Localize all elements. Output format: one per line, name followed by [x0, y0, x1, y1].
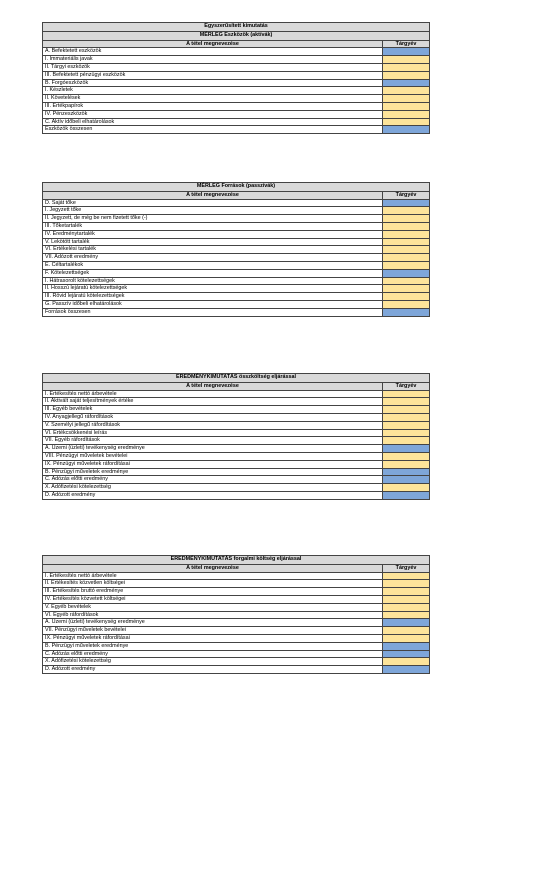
year-value-cell[interactable]: [382, 126, 430, 134]
year-value-cell[interactable]: [382, 635, 430, 643]
year-value-cell[interactable]: [382, 309, 430, 317]
table-row: [42, 627, 430, 635]
row-label: E. Céltartalékok: [42, 262, 382, 270]
column-header-year: Tárgyév: [382, 41, 430, 49]
row-label: I. Jegyzett tőke: [42, 207, 382, 215]
row-label: D. Adózott eredmény: [42, 666, 382, 674]
row-label: IV. Értékesítés közvetett költségei: [42, 596, 382, 604]
table-row: [42, 72, 430, 80]
row-label: III. Értékesítés bruttó eredménye: [42, 588, 382, 596]
table-row: [42, 95, 430, 103]
table-row: [42, 580, 430, 588]
column-header-name: A tétel megnevezése: [42, 383, 382, 391]
table-row: [42, 596, 430, 604]
row-label: D. Saját tőke: [42, 200, 382, 208]
year-value-cell[interactable]: [382, 414, 430, 422]
row-label: X. Adófizetési kötelezettség: [42, 658, 382, 666]
year-value-cell[interactable]: [382, 111, 430, 119]
year-value-cell[interactable]: [382, 406, 430, 414]
row-label: VI. Egyéb ráfordítások: [42, 612, 382, 620]
year-value-cell[interactable]: [382, 200, 430, 208]
table-row: [42, 200, 430, 208]
column-header-year: Tárgyév: [382, 565, 430, 573]
income-total-cost-table: [42, 373, 430, 500]
table-row: [42, 278, 430, 286]
row-label: VII. Pénzügyi műveletek bevételei: [42, 627, 382, 635]
row-label: A. Üzemi (üzleti) tevékenység eredménye: [42, 619, 382, 627]
table-row: [42, 231, 430, 239]
table-row: [42, 215, 430, 223]
row-label: V. Egyéb bevételek: [42, 604, 382, 612]
table-row: [42, 619, 430, 627]
year-value-cell[interactable]: [382, 484, 430, 492]
year-value-cell[interactable]: [382, 56, 430, 64]
table-row: [42, 270, 430, 278]
table-row: [42, 87, 430, 95]
year-value-cell[interactable]: [382, 492, 430, 500]
row-label: X. Adófizetési kötelezettség: [42, 484, 382, 492]
table-row: [42, 223, 430, 231]
column-header-name: A tétel megnevezése: [42, 192, 382, 200]
year-value-cell[interactable]: [382, 301, 430, 309]
table-row: [42, 437, 430, 445]
row-label: V. Személyi jellegű ráfordítások: [42, 422, 382, 430]
year-value-cell[interactable]: [382, 588, 430, 596]
table-row: [42, 445, 430, 453]
row-label: IV. Pénzeszközök: [42, 111, 382, 119]
year-value-cell[interactable]: [382, 103, 430, 111]
table-row: [42, 414, 430, 422]
row-label: VII. Egyéb ráfordítások: [42, 437, 382, 445]
column-header-name: A tétel megnevezése: [42, 565, 382, 573]
column-header-row: [42, 41, 430, 49]
year-value-cell[interactable]: [382, 430, 430, 438]
year-value-cell[interactable]: [382, 580, 430, 588]
row-label: Források összesen: [42, 309, 382, 317]
row-label: C. Adózás előtti eredmény: [42, 651, 382, 659]
row-label: A. Befektetett eszközök: [42, 48, 382, 56]
table-row: [42, 309, 430, 317]
year-value-cell[interactable]: [382, 612, 430, 620]
table-row: [42, 391, 430, 399]
column-header-row: [42, 383, 430, 391]
year-value-cell[interactable]: [382, 72, 430, 80]
row-label: C. Aktív időbeli elhatárolások: [42, 119, 382, 127]
table-row: [42, 666, 430, 674]
row-label: G. Passzív időbeli elhatárolások: [42, 301, 382, 309]
table-row: [42, 254, 430, 262]
table-row: [42, 119, 430, 127]
table-title: MÉRLEG Eszközök (aktívák): [42, 32, 430, 41]
row-label: IX. Pénzügyi műveletek ráfordításai: [42, 461, 382, 469]
row-label: VI. Értékcsökkenési leírás: [42, 430, 382, 438]
row-label: VII. Adózott eredmény: [42, 254, 382, 262]
year-value-cell[interactable]: [382, 215, 430, 223]
row-label: VI. Értékelési tartalék: [42, 246, 382, 254]
year-value-cell[interactable]: [382, 476, 430, 484]
row-label: V. Lekötött tartalék: [42, 239, 382, 247]
table-row: [42, 643, 430, 651]
table-row: [42, 239, 430, 247]
year-value-cell[interactable]: [382, 643, 430, 651]
row-label: III. Rövid lejáratú kötelezettségek: [42, 293, 382, 301]
row-label: I. Értékesítés nettó árbevétele: [42, 391, 382, 399]
assets-table: [42, 22, 430, 134]
liabilities-table: [42, 182, 430, 317]
year-value-cell[interactable]: [382, 469, 430, 477]
row-label: I. Immateriális javak: [42, 56, 382, 64]
row-label: II. Aktivált saját teljesítmények értéke: [42, 398, 382, 406]
row-label: II. Értékesítés közvetlen költségei: [42, 580, 382, 588]
year-value-cell[interactable]: [382, 573, 430, 581]
row-label: I. Értékesítés nettó árbevétele: [42, 573, 382, 581]
year-value-cell[interactable]: [382, 461, 430, 469]
row-label: IV. Eredménytartalék: [42, 231, 382, 239]
row-label: B. Pénzügyi műveletek eredménye: [42, 643, 382, 651]
column-header-row: [42, 192, 430, 200]
row-label: Eszközök összesen: [42, 126, 382, 134]
year-value-cell[interactable]: [382, 95, 430, 103]
table-row: [42, 430, 430, 438]
year-value-cell[interactable]: [382, 254, 430, 262]
table-row: [42, 262, 430, 270]
table-title: MÉRLEG Források (passzívák): [42, 182, 430, 192]
table-row: [42, 635, 430, 643]
table-row: [42, 453, 430, 461]
year-value-cell[interactable]: [382, 445, 430, 453]
row-label: IV. Anyagjellegű ráfordítások: [42, 414, 382, 422]
year-value-cell[interactable]: [382, 119, 430, 127]
year-value-cell[interactable]: [382, 398, 430, 406]
year-value-cell[interactable]: [382, 658, 430, 666]
table-row: [42, 398, 430, 406]
table-row: [42, 461, 430, 469]
column-header-year: Tárgyév: [382, 383, 430, 391]
row-label: B. Forgóeszközök: [42, 80, 382, 88]
row-label: III. Tőketartalék: [42, 223, 382, 231]
row-label: IX. Pénzügyi műveletek ráfordításai: [42, 635, 382, 643]
year-value-cell[interactable]: [382, 651, 430, 659]
table-row: [42, 492, 430, 500]
table-row: [42, 406, 430, 414]
year-value-cell[interactable]: [382, 666, 430, 674]
year-value-cell[interactable]: [382, 80, 430, 88]
table-row: [42, 484, 430, 492]
table-row: [42, 588, 430, 596]
table-row: [42, 207, 430, 215]
table-row: [42, 658, 430, 666]
row-label: III. Értékpapírok: [42, 103, 382, 111]
row-label: I. Készletek: [42, 87, 382, 95]
table-row: [42, 246, 430, 254]
table-row: [42, 285, 430, 293]
income-turnover-cost-table: [42, 555, 430, 674]
row-label: III. Egyéb bevételek: [42, 406, 382, 414]
year-value-cell[interactable]: [382, 87, 430, 95]
table-row: [42, 476, 430, 484]
table-row: [42, 64, 430, 72]
year-value-cell[interactable]: [382, 619, 430, 627]
year-value-cell[interactable]: [382, 278, 430, 286]
row-label: A. Üzemi (üzleti) tevékenység eredménye: [42, 445, 382, 453]
table-title: EREDMÉNYKIMUTATÁS összköltség eljárással: [42, 373, 430, 383]
year-value-cell[interactable]: [382, 207, 430, 215]
year-value-cell[interactable]: [382, 64, 430, 72]
year-value-cell[interactable]: [382, 391, 430, 399]
year-value-cell[interactable]: [382, 262, 430, 270]
year-value-cell[interactable]: [382, 223, 430, 231]
year-value-cell[interactable]: [382, 293, 430, 301]
year-value-cell[interactable]: [382, 285, 430, 293]
table-row: [42, 111, 430, 119]
row-label: F. Kötelezettségek: [42, 270, 382, 278]
year-value-cell[interactable]: [382, 246, 430, 254]
row-label: I. Hátrasorolt kötelezettségek: [42, 278, 382, 286]
year-value-cell[interactable]: [382, 596, 430, 604]
row-label: VIII. Pénzügyi műveletek bevételei: [42, 453, 382, 461]
table-row: [42, 651, 430, 659]
report-title: Egyszerűsített kimutatás: [42, 22, 430, 32]
row-label: II. Követelések: [42, 95, 382, 103]
year-value-cell[interactable]: [382, 437, 430, 445]
year-value-cell[interactable]: [382, 270, 430, 278]
column-header-name: A tétel megnevezése: [42, 41, 382, 49]
year-value-cell[interactable]: [382, 604, 430, 612]
table-row: [42, 612, 430, 620]
table-row: [42, 573, 430, 581]
row-label: II. Jegyzett, de még be nem fizetett tőke (-): [42, 215, 382, 223]
row-label: II. Tárgyi eszközök: [42, 64, 382, 72]
table-row: [42, 56, 430, 64]
year-value-cell[interactable]: [382, 627, 430, 635]
year-value-cell[interactable]: [382, 231, 430, 239]
table-row: [42, 469, 430, 477]
table-row: [42, 103, 430, 111]
table-row: [42, 301, 430, 309]
row-label: III. Befektetett pénzügyi eszközök: [42, 72, 382, 80]
table-title: EREDMÉNYKIMUTATÁS forgalmi költség eljárással: [42, 555, 430, 565]
table-row: [42, 293, 430, 301]
table-row: [42, 48, 430, 56]
column-header-row: [42, 565, 430, 573]
year-value-cell[interactable]: [382, 239, 430, 247]
row-label: II. Hosszú lejáratú kötelezettségek: [42, 285, 382, 293]
table-row: [42, 80, 430, 88]
table-row: [42, 604, 430, 612]
table-row: [42, 422, 430, 430]
table-row: [42, 126, 430, 134]
year-value-cell[interactable]: [382, 422, 430, 430]
year-value-cell[interactable]: [382, 453, 430, 461]
row-label: B. Pénzügyi műveletek eredménye: [42, 469, 382, 477]
column-header-year: Tárgyév: [382, 192, 430, 200]
row-label: D. Adózott eredmény: [42, 492, 382, 500]
year-value-cell[interactable]: [382, 48, 430, 56]
row-label: C. Adózás előtti eredmény: [42, 476, 382, 484]
